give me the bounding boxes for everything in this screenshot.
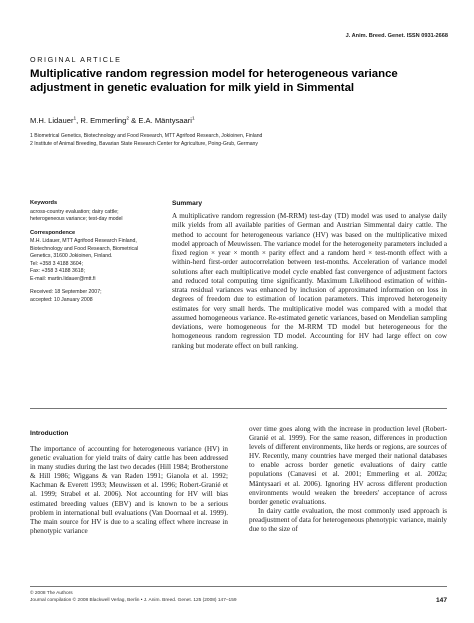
affiliation-marker: 2 [126,116,130,122]
journal-reference: J. Anim. Breed. Genet. ISSN 0931-2668 [345,33,448,39]
section-divider [30,408,447,409]
body-paragraph: In dairy cattle evaluation, the most commonly used approach is preadjustment of data for heterogeneous phenotypic variance, mainly due to the size of [249,506,447,534]
affiliation-line: 1 Biometrical Genetics, Biotechnology and Food Research, MTT Agrifood Research, Jokioinen, Finland [30,133,263,139]
footer-divider [30,586,447,587]
author-name: E.A. Mäntysaari [138,116,192,125]
body-paragraph: The importance of accounting for heterogeneous variance (HV) in genetic evaluation for yield traits of dairy cattle has been addressed in many studies during the last two decades (Hill 1984; Brotherstone & Hill 1986; Wiggans & van Raden 1991; Gianola et al. 1992; Kachman & Everett 1993; Meuwissen et al. 1996; Robert-Granié et al. 1999; Strabel et al. 2006). Not accounting for HV will bias estimated breeding values (EBV) and is known to be a serious problem in international bull evaluations (Van Doornaal et al. 1999). The main source for HV is due to a scaling effect where increase in phenotypic variance [30,445,228,535]
body-column-right [249,425,447,534]
affiliation-line: 2 Institute of Animal Breeding, Bavarian State Research Center for Agriculture, Poing-Grub, Germany [30,141,258,147]
page-number: 147 [435,597,447,604]
correspondence-heading: Correspondence [30,229,76,236]
introduction-heading: Introduction [30,430,69,437]
summary-heading: Summary [172,200,203,207]
body-column-left [30,420,228,536]
copyright-line: © 2008 The Authors [30,591,73,596]
journal-compilation-line: Journal compilation © 2008 Blackwell Verlag, Berlin • J. Anim. Breed. Genet. 125 (2008) 147–159 [30,598,237,603]
author-list [30,116,195,125]
summary-text: A multiplicative random regression (M-RRM) test-day (TD) model was used to analyse daily milk yields from all available parities of German and Austrian Simmental dairy cattle. The method to account for heterogeneous variance (HV) was based on the multiplicative mixed model approach of Meuwissen. The variance model for the heterogeneity parameters included a fixed region × year × month × parity effect and a random herd × test-month effect with a within-herd first-order autocorrelation between test-months. Acceleration of variance model solutions after each multiplicative model cycle enabled fast convergence of adjustment factors and reduced total computing time significantly. Maximum Likelihood estimation of within-strata residual variances was enhanced by inclusion of approximated information on loss in degrees of freedom due to estimation of location parameters. This improved heterogeneity estimates for very small herds. The multiplicative model was compared with a model that assumed homogeneous variance. Re-estimated genetic variances, based on Mendelian sampling deviations, were homogeneous for the M-RRM TD model but heterogeneous for the homogeneous random regression TD model. Accounting for HV had large effect on cow ranking but moderate effect on bull ranking. [172,212,447,350]
correspondence-line: Genetics, 31600 Jokioinen, Finland. [30,253,113,259]
affiliations [30,132,262,148]
author-name: R. Emmerling [80,116,127,125]
affiliation-marker: 1 [73,116,77,122]
author-separator: & [129,116,139,125]
correspondence-line: Fax: +358 3 4188 3618; [30,268,85,274]
article-info-sidebar [30,200,148,310]
body-paragraph: over time goes along with the increase in production level (Robert-Granié et al. 1999). For the same reason, differences in production levels of different environments, like herds or regions, are sources of HV. Recently, many countries have merged their national databases to enable across border genetic evaluations of dairy cattle populations (Canavesi et al. 2001; Emmerling et al. 2002a; Mäntysaari et al. 2006). Ignoring HV across different production environments would weaken the breeders' acceptance of across border genetic evaluations. [249,425,447,506]
correspondence-line: M.H. Lidauer, MTT Agrifood Research Finland, [30,238,137,244]
paper-title: Multiplicative random regression model for heterogeneous variance adjustment in genetic evaluation for milk yield in Simmental [30,68,398,94]
received-date: Received: 18 September 2007; [30,289,102,295]
footer-copyright [30,590,237,604]
keywords-text: across-country evaluation; dairy cattle; heterogeneous variance; test-day model [30,208,123,222]
affiliation-marker: 1 [191,116,195,122]
author-name: M.H. Lidauer [30,116,74,125]
correspondence-line: Biotechnology and Food Research, Biometrical [30,245,139,252]
correspondence-line: Tel: +358 3 4188 3604; [30,260,83,267]
correspondence-email: E-mail: martin.lidauer@mtt.fi [30,275,96,282]
article-type-label: ORIGINAL ARTICLE [30,55,122,64]
author-separator: , [76,116,81,125]
accepted-date: accepted: 10 January 2008 [30,296,93,303]
keywords-heading: Keywords [30,200,58,206]
